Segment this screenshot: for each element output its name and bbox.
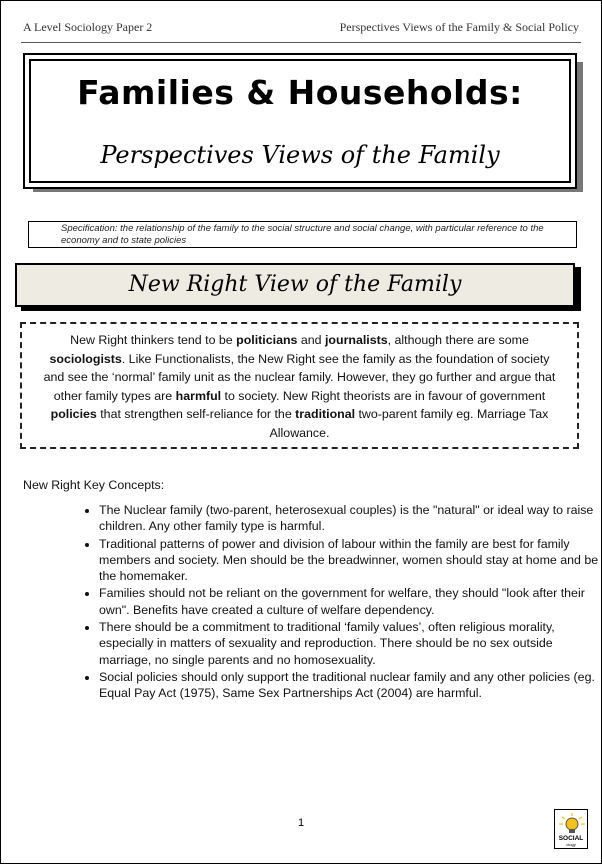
- intro-text: , although there are some: [387, 333, 529, 347]
- keyword-policies: policies: [50, 407, 97, 421]
- specification-label: Specification:: [61, 223, 118, 234]
- list-item: • Families should not be reliant on the government for welfare, they should "look after their own". Benefits have created a culture of welfare dependency.: [99, 585, 599, 618]
- key-concepts-list: [81, 502, 599, 703]
- logo-text: SOCIAL: [558, 835, 584, 842]
- subtitle: Perspectives Views of the Family: [100, 141, 500, 169]
- page-number: 1: [297, 817, 305, 829]
- intro-text: that strengthen self-reliance for the: [96, 407, 296, 421]
- title-box: [23, 53, 577, 189]
- keyword-harmful: harmful: [175, 388, 222, 403]
- section-header: [15, 263, 575, 307]
- keyword-journalists: journalists: [324, 333, 388, 347]
- list-item: • There should be a commitment to traditional ‘family values’, often religious morality, especially in matters of sexuality and reproduction. There should be no sex outside marriage, no single parents and no homosexuality.: [99, 619, 599, 668]
- main-title: Families & Households:: [77, 73, 523, 112]
- list-item: • The Nuclear family (two-parent, heterosexual couples) is the "natural" or ideal way to raise children. Any other family type is harmful.: [99, 502, 599, 535]
- key-concepts-label: New Right Key Concepts:: [23, 478, 165, 492]
- lightbulb-icon: [559, 813, 585, 835]
- header-left: A Level Sociology Paper 2: [23, 20, 153, 34]
- specification-text: the relationship of the family to the social structure and social change, with particular reference to the economy and to state policies: [61, 223, 544, 246]
- intro-text: New Right thinkers tend to be: [70, 333, 237, 347]
- specification-box: [28, 221, 577, 248]
- intro-text: and: [297, 333, 325, 347]
- intro-text: two-parent family eg. Marriage Tax Allowance.: [269, 407, 549, 440]
- sociology-logo: [554, 809, 588, 849]
- logo-subtext: ology: [566, 842, 576, 847]
- section-title: New Right View of the Family: [128, 272, 462, 297]
- intro-box: [20, 322, 579, 449]
- list-item: • Traditional patterns of power and division of labour within the family are best for family members and society. Men should be the breadwinner, women should stay at home and be the homemaker.: [99, 536, 599, 585]
- header-rule: [21, 42, 581, 43]
- keyword-sociologists: sociologists: [49, 351, 122, 366]
- intro-text: . Like Functionalists, the New Right see the family as the foundation of society and see the ‘normal’ family unit as the nuclear family. However, they go further and argue that other family types are: [43, 351, 556, 403]
- intro-text: to society. New Right theorists are in favour of government: [221, 388, 546, 403]
- header-right: Perspectives Views of the Family & Social Policy: [339, 20, 579, 34]
- keyword-politicians: politicians: [236, 333, 298, 347]
- list-item: • Social policies should only support the traditional nuclear family and any other policies (eg. Equal Pay Act (1975), Same Sex Partnerships Act (2004) are harmful.: [99, 669, 599, 702]
- keyword-traditional: traditional: [295, 407, 356, 421]
